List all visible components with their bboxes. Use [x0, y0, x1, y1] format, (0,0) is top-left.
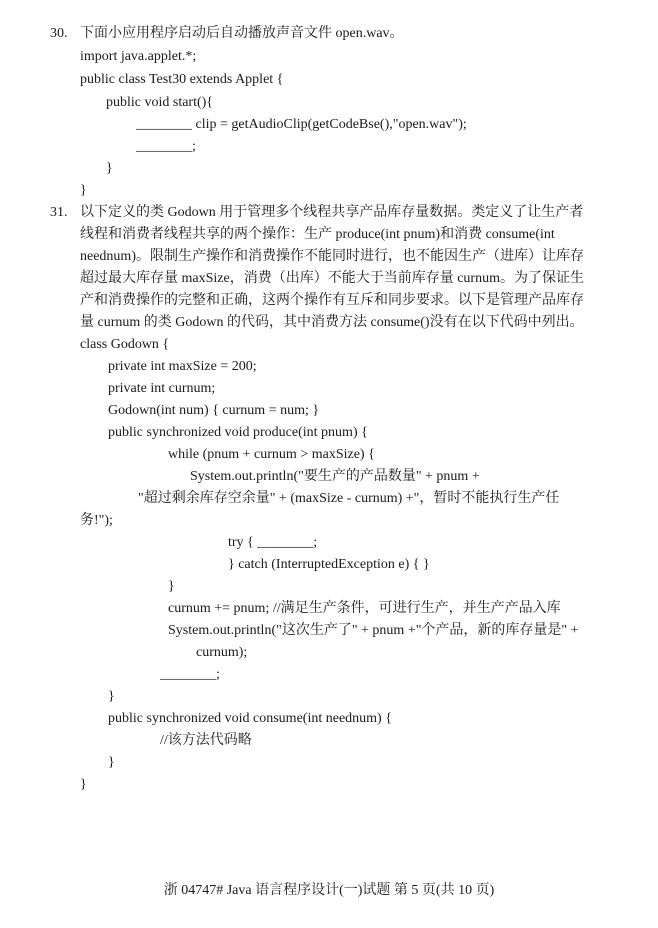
question-31-stem-line: 量 curnum 的类 Godown 的代码，其中消费方法 consume()没有在以下代码中列出。	[80, 315, 584, 330]
question-30-number: 30.	[50, 26, 68, 41]
code-line: }	[168, 579, 175, 594]
code-line-blank: ________;	[160, 667, 220, 682]
question-31-number: 31.	[50, 205, 68, 220]
code-line: class Godown {	[80, 337, 170, 352]
code-line: 务!");	[80, 513, 113, 528]
code-line: private int curnum;	[108, 381, 216, 396]
code-line-blank: try { ________;	[228, 535, 318, 550]
code-line: }	[80, 777, 87, 792]
code-line: }	[106, 161, 113, 176]
code-line: public void start(){	[106, 95, 214, 110]
code-line: public synchronized void consume(int neednum) {	[108, 711, 392, 726]
code-line: curnum += pnum; //满足生产条件，可进行生产，并生产产品入库	[168, 601, 561, 616]
code-line: Godown(int num) { curnum = num; }	[108, 403, 320, 418]
code-line-blank: ________ clip = getAudioClip(getCodeBse(),"open.wav");	[136, 117, 467, 132]
code-line: }	[80, 183, 87, 198]
code-line: System.out.println("这次生产了" + pnum +"个产品，新的库存量是" +	[168, 623, 579, 638]
question-31-stem-line: 以下定义的类 Godown 用于管理多个线程共享产品库存量数据。类定义了让生产者	[80, 205, 584, 220]
code-line: //该方法代码略	[160, 733, 252, 748]
code-line: }	[108, 689, 115, 704]
code-line: curnum);	[196, 645, 248, 660]
code-line: }	[108, 755, 115, 770]
code-line: public synchronized void produce(int pnum) {	[108, 425, 368, 440]
code-line: } catch (InterruptedException e) { }	[228, 557, 430, 572]
code-line: import java.applet.*;	[80, 49, 197, 64]
question-31-stem-line: 产和消费操作的完整和正确，这两个操作有互斥和同步要求。以下是管理产品库存	[80, 293, 584, 308]
question-31-stem-line: 线程和消费者线程共享的两个操作：生产 produce(int pnum)和消费 consume(int	[80, 227, 555, 242]
code-line: private int maxSize = 200;	[108, 359, 257, 374]
code-line: System.out.println("要生产的产品数量" + pnum +	[190, 469, 480, 484]
question-31-stem-line: neednum)。限制生产操作和消费操作不能同时进行，也不能因生产（进库）让库存	[80, 249, 584, 264]
code-line-blank: ________;	[136, 139, 196, 154]
question-31-stem-line: 超过最大库存量 maxSize，消费（出库）不能大于当前库存量 curnum。为了保证生	[80, 271, 584, 286]
code-line: public class Test30 extends Applet {	[80, 72, 284, 87]
code-line: "超过剩余库存空余量" + (maxSize - curnum) +"，暂时不能执行生产任	[138, 491, 560, 506]
code-line: while (pnum + curnum > maxSize) {	[168, 447, 375, 462]
question-30-stem: 下面小应用程序启动后自动播放声音文件 open.wav。	[80, 26, 404, 41]
page-footer: 浙 04747# Java 语言程序设计(一)试题 第 5 页(共 10 页)	[163, 883, 495, 898]
